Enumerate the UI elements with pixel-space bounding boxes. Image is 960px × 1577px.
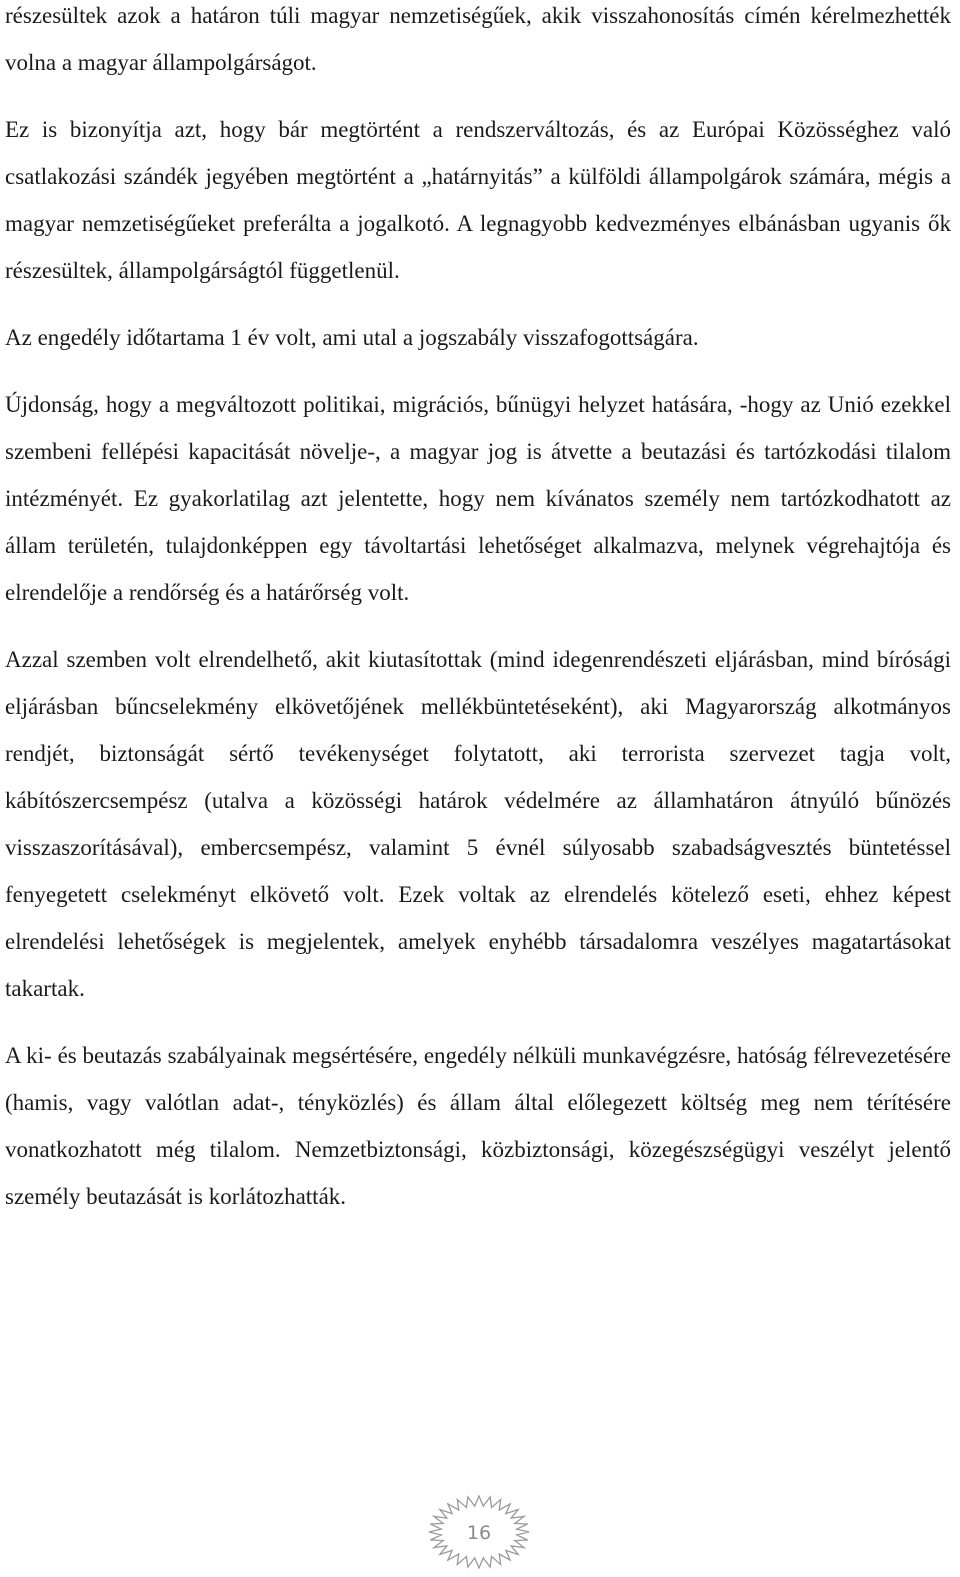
page-footer [427, 1494, 531, 1570]
page-number: 16 [466, 1522, 492, 1544]
paragraph-3: Az engedély időtartama 1 év volt, ami utal a jogszabály visszafogottságára. [5, 325, 699, 350]
paragraph-2: Ez is bizonyítja azt, hogy bár megtörtént a rendszerváltozás, és az Európai Közösséghez való csatlakozási szándék jegyében megtörtént a „határnyitás” a külföldi állampolgárok számára, mégis a magyar nemzetiségűeket preferálta a jogalkotó. A legnagyobb kedvezményes elbánásban ugyanis ők részesültek, állampolgárságtól függetlenül. [5, 117, 951, 283]
paragraph-1: részesültek azok a határon túli magyar nemzetiségűek, akik visszahonosítás címén kérelmezhették volna a magyar állampolgárságot. [5, 3, 951, 75]
paragraph-5: Azzal szemben volt elrendelhető, akit kiutasítottak (mind idegenrendészeti eljárásban, mind bírósági eljárásban bűncselekmény elkövetőjének mellékbüntetéseként), aki Magyarország alkotmányos rendjét, biztonságát sértő tevékenységet folytatott, aki terrorista szervezet tagja volt, kábítószercsempész (utalva a közösségi határok védelmére az államhatáron átnyúló bűnözés visszaszorításával), embercsempész, valamint 5 évnél súlyosabb szabadságvesztés büntetéssel fenyegetett cselekményt elkövető volt. Ezek voltak az elrendelés kötelező eseti, ehhez képest elrendelési lehetőségek is megjelentek, amelyek enyhébb társadalomra veszélyes magatartásokat takartak. [5, 647, 951, 1001]
paragraph-4: Újdonság, hogy a megváltozott politikai, migrációs, bűnügyi helyzet hatására, -hogy az Unió ezekkel szembeni fellépési kapacitását növelje-, a magyar jog is átvette a beutazási és tartózkodási tilalom intézményét. Ez gyakorlatilag azt jelentette, hogy nem kívánatos személy nem tartózkodhatott az állam területén, tulajdonképpen egy távoltartási lehetőséget alkalmazva, melynek végrehajtója és elrendelője a rendőrség és a határőrség volt. [5, 392, 951, 605]
document-body [5, 0, 951, 1240]
paragraph-6: A ki- és beutazás szabályainak megsértésére, engedély nélküli munkavégzésre, hatóság félrevezetésére (hamis, vagy valótlan adat-, tényközlés) és állam által előlegezett költség meg nem térítésére vonatkozhatott még tilalom. Nemzetbiztonsági, közbiztonsági, közegészségügyi veszélyt jelentő személy beutazását is korlátozhatták. [5, 1043, 951, 1209]
